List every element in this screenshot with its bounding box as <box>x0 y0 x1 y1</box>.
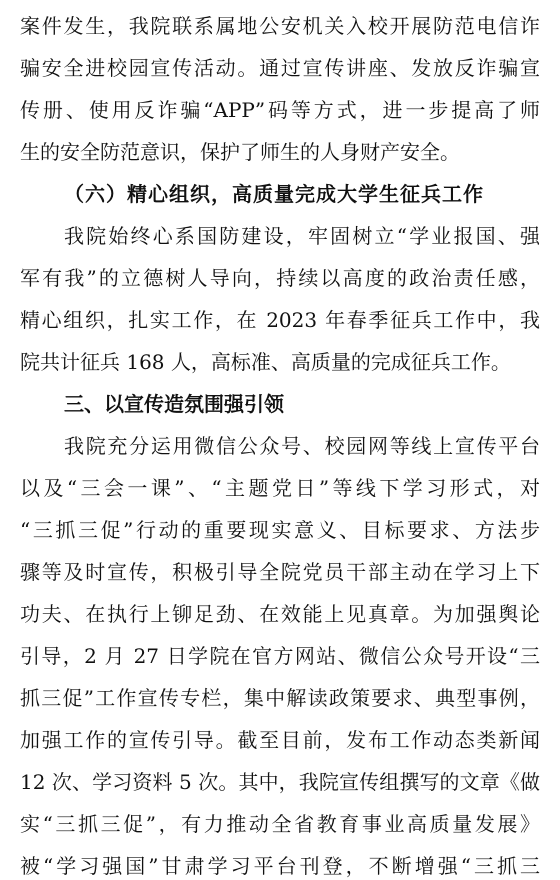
para2-line-4: 院共计征兵 168 人，高标准、高质量的完成征兵工作。 <box>20 350 511 374</box>
para2-line-2: 军有我”的立德树人导向，持续以高度的政治责任感， <box>20 266 540 290</box>
para3-line-9: 12 次、学习资料 5 次。其中，我院宣传组撰写的文章《做 <box>20 770 540 794</box>
para3-line-6: 引导，2 月 27 日学院在官方网站、微信公众号开设“三 <box>20 644 540 668</box>
section-3-heading: 三、以宣传造氛围强引领 <box>64 392 284 416</box>
para2-line-1: 我院始终心系国防建设，牢固树立“学业报国、强 <box>64 224 540 248</box>
para3-line-7: 抓三促”工作宣传专栏，集中解读政策要求、典型事例， <box>20 686 540 710</box>
para3-line-1: 我院充分运用微信公众号、校园网等线上宣传平台 <box>64 434 540 458</box>
para3-line-8: 加强工作的宣传引导。截至目前，发布工作动态类新闻 <box>20 728 540 752</box>
para3-line-2: 以及“三会一课”、“主题党日”等线下学习形式，对 <box>20 476 540 500</box>
para3-line-10: 实“三抓三促”，有力推动全省教育事业高质量发展》 <box>20 812 540 836</box>
para1-line-3: 传册、使用反诈骗“APP”码等方式，进一步提高了师 <box>20 98 540 122</box>
para3-line-11: 被“学习强国”甘肃学习平台刊登，不断增强“三抓三 <box>20 854 540 878</box>
para3-line-5: 功夫、在执行上铆足劲、在效能上见真章。为加强舆论 <box>20 602 540 626</box>
section-6-heading: （六）精心组织，高质量完成大学生征兵工作 <box>64 182 484 206</box>
para1-line-2: 骗安全进校园宣传活动。通过宣传讲座、发放反诈骗宣 <box>20 56 540 80</box>
para3-line-3: “三抓三促”行动的重要现实意义、目标要求、方法步 <box>20 518 540 542</box>
para2-line-3: 精心组织，扎实工作，在 2023 年春季征兵工作中，我 <box>20 308 540 332</box>
para1-line-1: 案件发生，我院联系属地公安机关入校开展防范电信诈 <box>20 14 540 38</box>
para1-line-4: 生的安全防范意识，保护了师生的人身财产安全。 <box>20 140 460 164</box>
para3-line-4: 骤等及时宣传，积极引导全院党员干部主动在学习上下 <box>20 560 540 584</box>
